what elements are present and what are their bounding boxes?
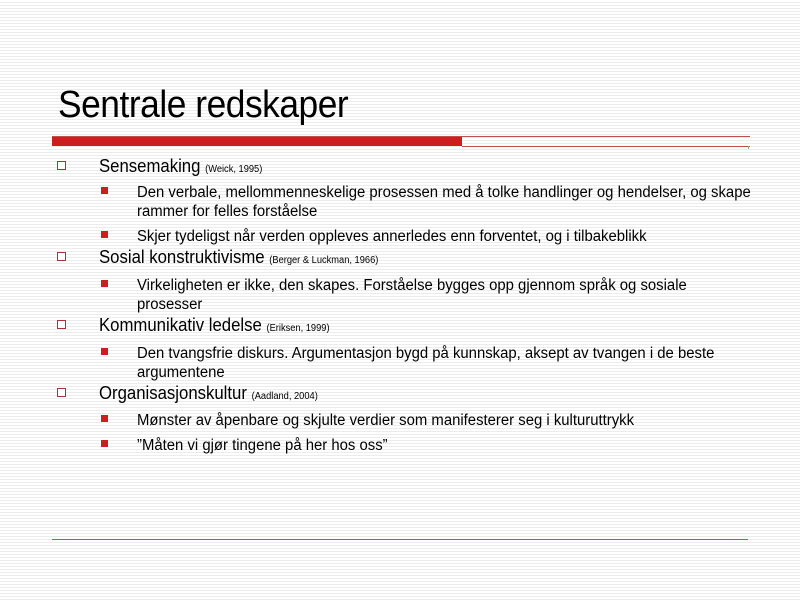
heading-text: Sosial konstruktivisme [99,247,265,267]
sub-bullet-text: Skjer tydeligst når verden oppleves annerledes enn forventet, og i tilbakeblikk [137,228,647,245]
bullet-heading [99,383,318,404]
filled-square-bullet-icon [101,440,108,447]
heading-text: Sensemaking [99,156,201,176]
bullet-heading [99,156,262,177]
sub-bullet-text: Mønster av åpenbare og skjulte verdier som manifesterer seg i kulturuttrykk [137,412,635,429]
hollow-square-bullet-icon [57,252,66,261]
heading-text: Kommunikativ ledelse [99,315,262,335]
slide-title: Sentrale redskaper [58,84,349,126]
footer-rule [52,539,748,540]
title-rule-accent [52,137,462,146]
heading-text: Organisasjonskultur [99,383,247,403]
filled-square-bullet-icon [101,231,108,238]
bullet-heading [99,315,330,336]
bullet-heading [99,247,378,268]
sub-bullet-text: Den verbale, mellommenneskelige prosessen med å tolke handlinger og hendelser, og skape rammer for felles forståelse [137,184,751,220]
sub-bullet-text: Den tvangsfrie diskurs. Argumentasjon bygd på kunnskap, aksept av tvangen i de beste argumentene [137,345,715,381]
citation: (Aadland, 2004) [251,391,318,402]
citation: (Weick, 1995) [205,164,263,175]
filled-square-bullet-icon [101,280,108,287]
hollow-square-bullet-icon [57,388,66,397]
filled-square-bullet-icon [101,348,108,355]
filled-square-bullet-icon [101,415,108,422]
citation: (Eriksen, 1999) [266,323,330,334]
hollow-square-bullet-icon [57,320,66,329]
sub-bullet-text: ”Måten vi gjør tingene på her hos oss” [137,437,388,454]
hollow-square-bullet-icon [57,161,66,170]
sub-bullet-text: Virkeligheten er ikke, den skapes. Forståelse bygges opp gjennom språk og sosiale prosesser [137,277,687,313]
filled-square-bullet-icon [101,187,108,194]
title-rule-tick [748,146,749,149]
title-rule-tail [462,146,750,147]
citation: (Berger & Luckman, 1966) [269,255,379,266]
